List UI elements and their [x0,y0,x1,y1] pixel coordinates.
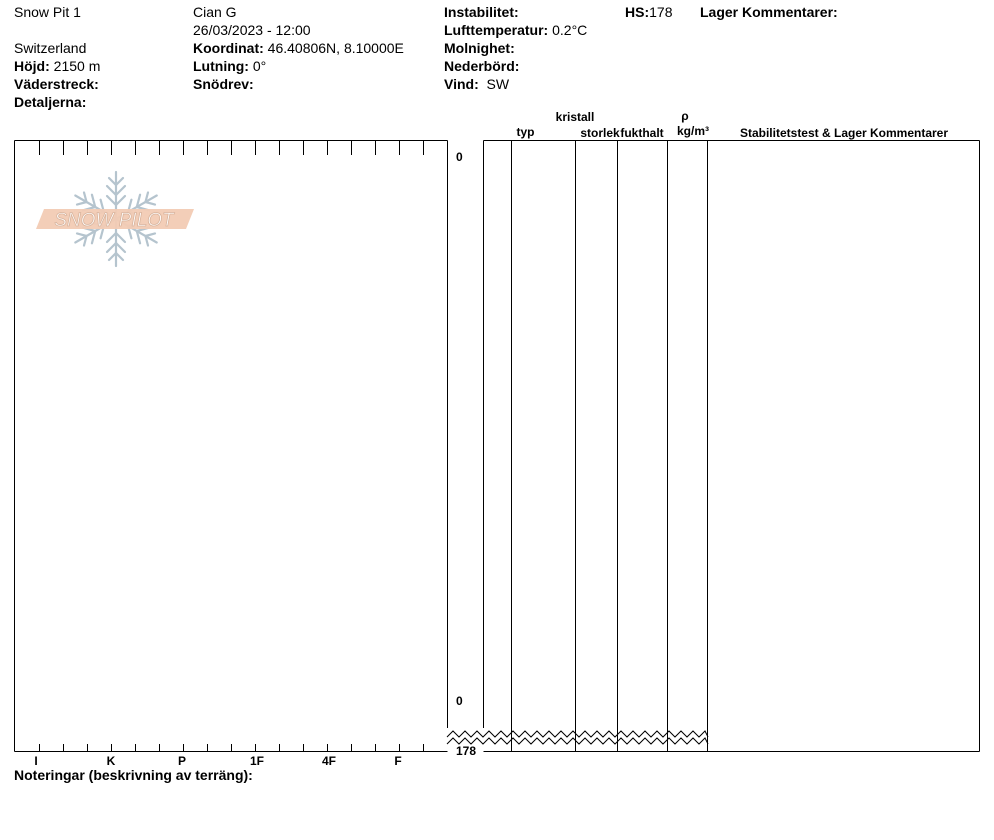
col-crystal-header-bottom: storlek [580,126,620,140]
snowpilot-logo [36,172,194,266]
elevation-label: Höjd: [14,58,50,74]
col-crystal-header-top: kristall [555,110,595,124]
terrain-notes-label: Noteringar (beskrivning av terräng): [14,767,253,783]
depth-label-top: 0 [456,150,463,164]
wind-value: SW [486,76,510,92]
hardness-tick-label: 4F [321,754,337,768]
axis-break-zigzag-upper [447,731,708,737]
observer-name: Cian G [193,4,237,20]
depth-label-mid: 0 [456,694,463,708]
snowpilot-logo-text: SNOW PILOT [54,210,174,231]
airtemp-value: 0.2°C [552,22,588,38]
col-typ-header: typ [516,125,535,139]
col-density-header-top: ρ [681,109,689,123]
pit-name: Snow Pit 1 [14,4,81,20]
hs-value: 178 [649,4,673,20]
hardness-tick-label: I [34,754,38,768]
drift-label: Snödrev: [193,76,254,92]
col-density-header-bottom: kg/m³ [676,124,709,138]
layer-comments-label: Lager Kommentarer: [700,4,838,20]
hardness-tick-label: K [106,754,116,768]
elevation-value: 2150 m [53,58,101,74]
instability-label: Instabilitet: [444,4,519,20]
depth-label-bottom: 178 [456,744,477,758]
col-stability-header: Stabilitetstest & Lager Kommentarer [739,126,949,140]
cloud-label: Molnighet: [444,40,515,56]
observation-datetime: 26/03/2023 - 12:00 [193,22,311,38]
slope-value: 0° [252,58,267,74]
aspect-label: Väderstreck: [14,76,99,92]
wind-label: Vind: [444,76,479,92]
country: Switzerland [14,40,87,56]
coordinate-label: Koordinat: [193,40,264,56]
axis-break-zigzag-lower [447,738,708,744]
hardness-tick-label: 1F [249,754,265,768]
coordinate-value: 46.40806N, 8.10000E [267,40,404,56]
hardness-tick-label: F [394,754,402,768]
slope-label: Lutning: [193,58,249,74]
airtemp-label: Lufttemperatur: [444,22,549,38]
col-moisture-header: fukthalt [620,126,664,140]
precip-label: Nederbörd: [444,58,520,74]
hs-label: HS: [625,4,650,20]
details-label: Detaljerna: [14,94,87,110]
hardness-tick-label: P [177,754,187,768]
